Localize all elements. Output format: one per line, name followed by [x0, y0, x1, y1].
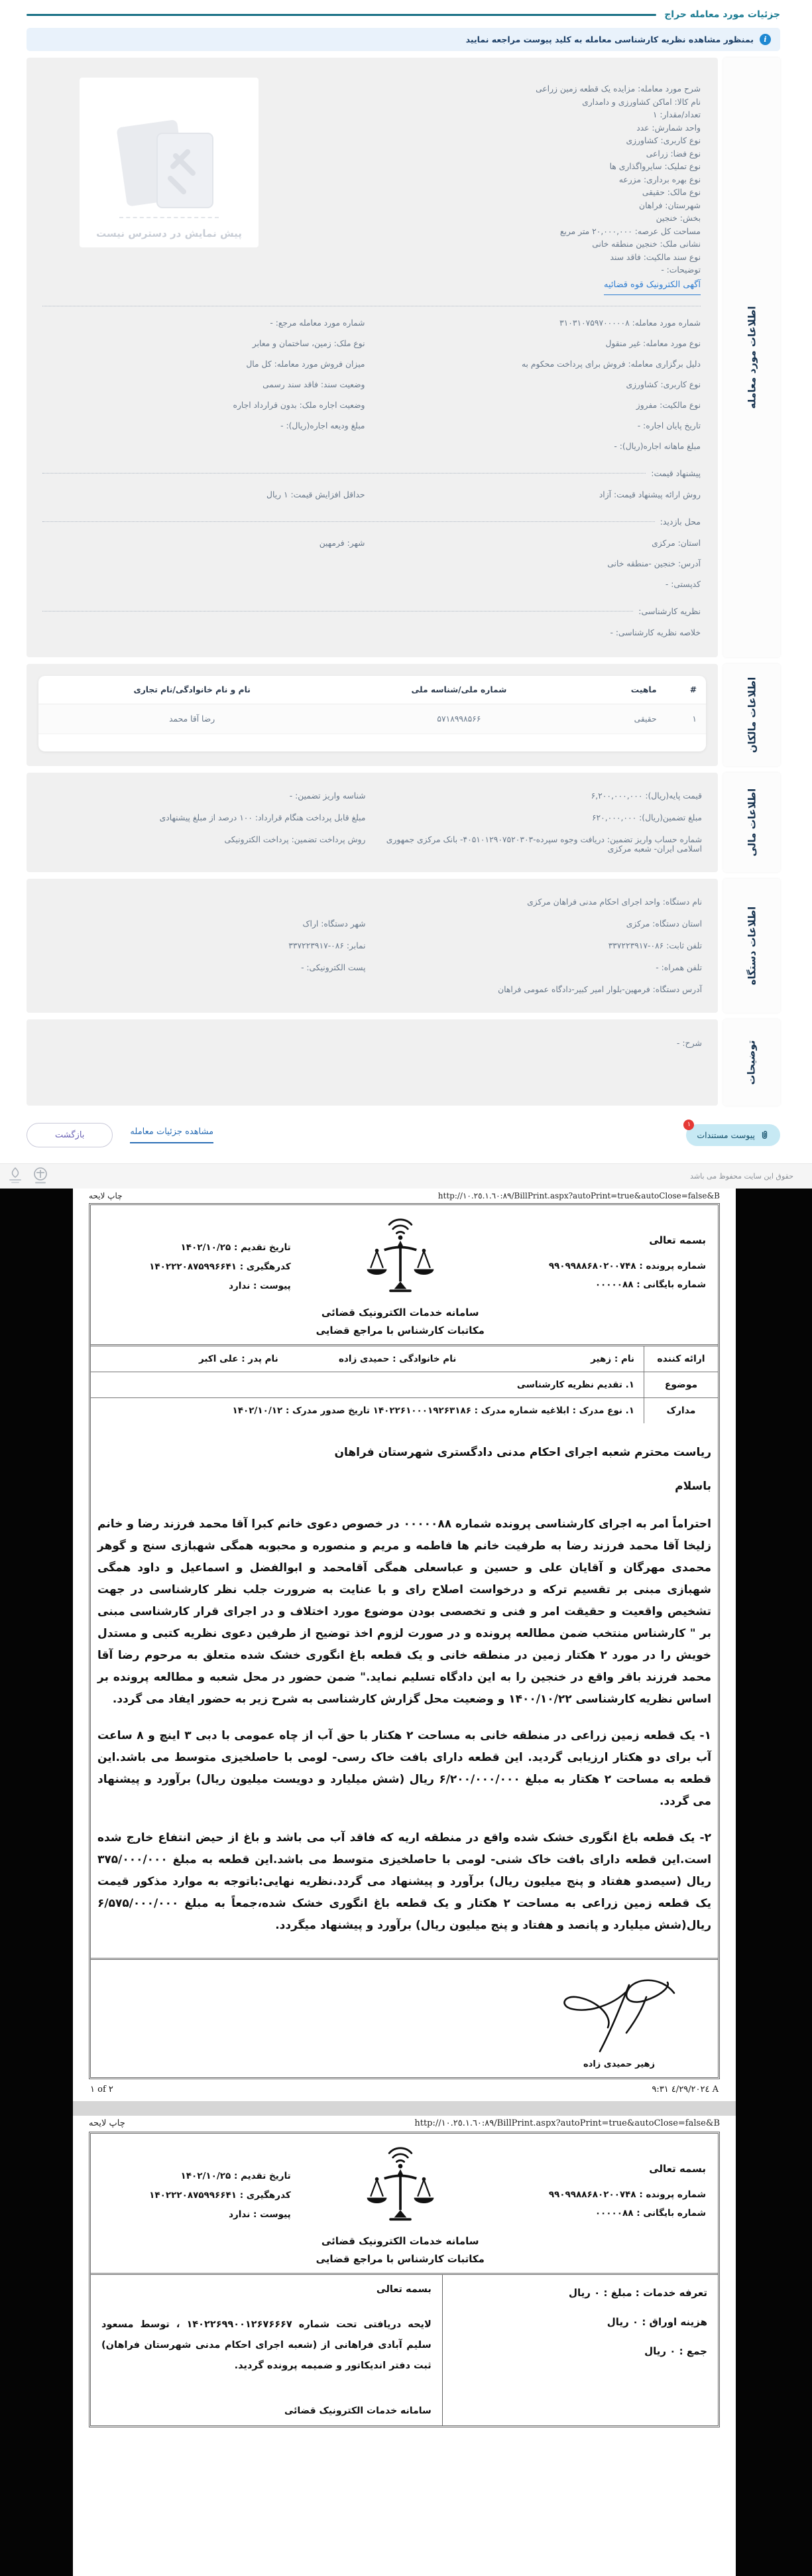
deal-field: نوع مالک: حقیقی: [642, 188, 701, 197]
device-fields-grid: [42, 897, 702, 994]
document-page-1: [73, 1189, 736, 2101]
tracking-code: کدرهگیری : ۱۴۰۲۲۲۰۸۷۵۹۹۶۶۴۱: [149, 2189, 291, 2201]
provider-last-name: نام خانوادگی : حمیدی زاده: [338, 1353, 457, 1364]
ad-field: وضعیت سند: فاقد سند رسمی: [262, 379, 365, 389]
owner-index: ۱: [666, 704, 706, 734]
print-url: http://١٠.٢٥.١.٦٠:٨٩/BillPrint.aspx?autoPrint=true&autoClose=false&B: [437, 1191, 720, 1200]
device-field: استان دستگاه: مرکزی: [626, 919, 702, 929]
placeholder-divider: [119, 217, 219, 218]
back-button[interactable]: بازگشت: [27, 1123, 113, 1147]
doc-header-2: [91, 2134, 718, 2273]
archive-number: شماره بایگانی : ۰۰۰۰۰۸۸: [595, 1279, 706, 1290]
deal-field: مساحت کل عرصه: ۲۰,۰۰۰,۰۰۰ متر مربع: [559, 226, 701, 236]
document-frame: [89, 1203, 720, 2079]
paperclip-icon: [760, 1130, 770, 1140]
print-timestamp: ٤/٢٩/٢٠٢٤ ٩:٣١ A: [652, 2084, 719, 2094]
paper-fee-line: هزینه اوراق : ۰ ریال: [607, 2315, 707, 2328]
print-title: چاپ لایحه: [89, 1191, 123, 1200]
owners-table: [38, 676, 706, 734]
financial-field: مبلغ تضمین(ریال): ۶۲۰,۰۰۰,۰۰۰: [591, 812, 702, 822]
financial-field: قیمت پایه(ریال): ۶,۲۰۰,۰۰۰,۰۰۰: [591, 791, 702, 801]
tab-deal-info-label: اطلاعات مورد معامله: [745, 306, 758, 409]
deal-field: نوع فضا: زراعی: [646, 149, 701, 159]
tab-deal-info[interactable]: [723, 58, 780, 657]
attach-documents-label: پیوست مستندات: [697, 1129, 755, 1140]
deal-field: نوع کاربری: کشاورزی: [626, 136, 701, 145]
section-device: [27, 879, 780, 1013]
tab-device-info-label: اطلاعات دستگاه: [746, 906, 758, 985]
owner-full-name: رضا آقا محمد: [38, 704, 345, 734]
deal-field: تعداد/مقدار: ۱: [652, 110, 701, 119]
visit-fields-grid: [42, 539, 701, 589]
price-field: حداقل افزایش قیمت: ۱ ریال: [266, 489, 365, 499]
deal-fields-list: [259, 78, 701, 277]
expert-fields-grid: [42, 628, 701, 637]
deal-field: نوع سند مالکیت: فاقد سند: [610, 252, 701, 262]
device-field: تلفن همراه: -: [656, 962, 702, 972]
price-section-heading: پیشنهاد قیمت:: [42, 468, 701, 478]
documents-label: مدارک: [644, 1398, 718, 1423]
signature-image: [550, 1970, 689, 2055]
section-owners: [27, 664, 780, 766]
letter-paragraph: احتراماً امر به اجرای کارشناسی پرونده شماره ۰۰۰۰۰۸۸ در خصوص دعوی خانم کبرا آقا محمد فرزند رضا و خانم زلیخا آقا محمد فرزند رضا به طرفیت خانم ها فاطمه و مریم و منصوره و محبوبه همگی شهبازی سنج و گوهر محمدی مهرگان و آقایان علی و حسین و عباسعلی همگی آقامحمد و ابوالفضل و اسماعیل و داود همگی شهبازی مبنی بر تقسیم ترکه و درخواست اصلاح رای و با عنایت به ضرورت جلب نظر کارشناسی در جهت تشخیص واقعیت و حقیقت امر و فنی و تخصصی بودن موضوع مورد اختلاف و در اجرای قرار کارشناسی مبنی بر " کارشناس منتخب ضمن مطالعه پرونده و در صورت لزوم اخذ توضیح از طرفین دعوی نظریه کتبی و مستدل خویش را در مورد ۲ هکتار زمین در منطقه خانی و یک قطعه باغ انگوری خشک شده متعلق به مرحوم رضا آقا محمد فرزند باقر واقع در خنجین را به این دادگاه تسلیم نماید." ضمن حضور در محل شعبه و مطالعه پرونده بر اساس نظریه کارشناسی ۱۴۰۰/۱۰/۲۲ و وضعیت محل گزارش کارشناسی به شرح زیر به حضور ایفاد می گردد.: [97, 1517, 712, 1706]
col-header-index: #: [666, 676, 706, 704]
deal-field: نام کالا: اماکن کشاورزی و دامداری: [582, 97, 701, 107]
document-page-2: [73, 2116, 736, 2576]
service-fee-line: تعرفه خدمات : مبلغ : ۰ ریال: [568, 2286, 707, 2299]
fee-table: [91, 2273, 718, 2425]
visit-address: آدرس: خنجین -منطقه خانی: [607, 558, 701, 568]
site-footer: [0, 1163, 812, 1189]
page-number: ۱ of ۲: [90, 2084, 113, 2094]
doc-row-subject: [91, 1372, 718, 1398]
doc-row-documents: [91, 1398, 718, 1423]
expert-opinion-heading: نظریه کارشناسی:: [42, 606, 701, 616]
attachment-status: پیوست : ندارد: [229, 1280, 291, 1291]
case-number: شماره پرونده : ۹۹۰۹۹۸۸۶۸۰۲۰۰۷۴۸: [548, 1260, 706, 1271]
ad-field: مبلغ ماهانه اجاره(ریال): -: [614, 441, 701, 451]
ad-field: وضعیت اجاره ملک: بدون قرارداد اجاره: [233, 400, 365, 410]
provider-first-name: نام : زهیر: [591, 1353, 634, 1364]
financial-fields-grid: [42, 791, 702, 854]
ad-field: نوع مالکیت: مفروز: [636, 400, 701, 410]
device-field: تلفن ثابت: ۰۸۶-۳۳۷۲۲۳۹۱۷: [608, 940, 702, 950]
page-header: [0, 0, 812, 51]
tab-notes[interactable]: [723, 1019, 780, 1106]
actions-row: [27, 1123, 780, 1147]
ad-field: شماره مورد معامله مرجع: -: [270, 318, 365, 328]
title-divider: [27, 14, 656, 16]
tab-financial-info-label: اطلاعات مالی: [746, 788, 758, 856]
doc-org-line1: سامانه خدمات الکترونیک قضائی: [284, 2405, 432, 2416]
financial-field: مبلغ قابل پرداخت هنگام قرارداد: ۱۰۰ درصد از مبلغ پیشنهادی: [159, 812, 366, 822]
archive-number: شماره بایگانی : ۰۰۰۰۰۸۸: [595, 2207, 706, 2219]
notes-description: شرح: -: [676, 1037, 702, 1048]
footer-logos: [5, 1166, 49, 1186]
scales-of-justice-logo: [363, 2143, 437, 2226]
tab-financial-info[interactable]: [723, 773, 780, 872]
ad-field: نوع کاربری: کشاورزی: [626, 379, 701, 389]
device-field: نمابر: ۰۸۶-۳۳۷۲۲۳۹۱۷: [288, 940, 366, 950]
ad-field: شماره مورد معامله: ۳۱۰۳۱۰۷۵۹۷۰۰۰۰۰۸: [559, 318, 701, 328]
tracking-code: کدرهگیری : ۱۴۰۲۲۲۰۸۷۵۹۹۶۶۴۱: [149, 1261, 291, 1272]
deal-field: نشانی ملک: خنجین منطقه خانی: [592, 239, 701, 249]
section-deal: [27, 58, 780, 657]
col-header-full-name: نام و نام خانوادگی/نام تجاری: [38, 676, 345, 704]
ad-field: تاریخ پایان اجاره: -: [637, 420, 701, 430]
owners-panel: [27, 664, 718, 766]
visit-field: شهر: فرمهین: [319, 538, 365, 548]
financial-field: روش پرداخت تضمین: پرداخت الکترونیکی: [224, 834, 366, 844]
owners-table-row: [38, 704, 706, 734]
page-gap: [73, 2101, 736, 2116]
doc-org-line1: سامانه خدمات الکترونیک قضائی: [321, 1306, 479, 1319]
besmele-text: بسمه تعالی: [649, 1234, 706, 1246]
print-footer-page1: [89, 2079, 720, 2094]
provider-label: ارائه کننده: [644, 1346, 718, 1372]
letter-addressee: ریاست محترم شعبه اجرای احکام مدنی دادگستری شهرستان فراهان: [334, 1445, 711, 1459]
col-header-national-id: شماره ملی/شناسه ملی: [345, 676, 572, 704]
ad-fields-grid: [42, 318, 701, 451]
doc-org-line1: سامانه خدمات الکترونیک قضائی: [321, 2234, 479, 2247]
device-name: نام دستگاه: واحد اجرای احکام مدنی فراهان مرکزی: [527, 897, 702, 907]
government-logo-icon: [5, 1166, 25, 1186]
visit-section-heading: محل بازدید:: [42, 517, 701, 527]
tab-device-info[interactable]: [723, 879, 780, 1013]
doc-org-line2: مکاتبات کارشناس با مراجع قضایی: [316, 2252, 485, 2265]
judiciary-emblem-icon: [32, 1166, 49, 1186]
title-row: [27, 9, 780, 20]
notes-panel: [27, 1019, 718, 1106]
info-banner: [27, 28, 780, 51]
registration-note-cell: [91, 2275, 442, 2425]
visit-postal-code: کدپستی: -: [665, 579, 701, 589]
subject-label: موضوع: [644, 1372, 718, 1397]
signer-name: زهیر حمیدی زاده: [583, 2059, 656, 2069]
deal-field: بخش: خنجین: [656, 214, 701, 223]
ad-field: دلیل برگزاری معامله: فروش برای پرداخت محکوم به: [521, 359, 701, 369]
print-url: http://١٠.٢٥.١.٦٠:٨٩/BillPrint.aspx?autoPrint=true&autoClose=false&B: [414, 2118, 720, 2128]
device-field: شهر دستگاه: اراک: [302, 919, 366, 929]
ad-field: مبلغ ودیعه اجاره(ریال): -: [280, 420, 365, 430]
print-header-page1: [89, 1191, 720, 1202]
attach-documents-button[interactable]: [686, 1121, 780, 1146]
ad-field: نوع ملک: زمین، ساختمان و معابر: [252, 338, 365, 348]
tab-notes-label: توضیحات: [746, 1039, 758, 1085]
section-notes: [27, 1019, 780, 1106]
price-fields-grid: [42, 490, 701, 499]
attachment-count-badge: ۱: [683, 1120, 694, 1130]
deal-field: شرح مورد معامله: مزایده یک قطعه زمین زراعی: [536, 84, 701, 94]
doc-info-table: [91, 1344, 718, 1423]
financial-panel: [27, 773, 718, 872]
owner-national-id: ۵۷۱۸۹۹۸۵۶۶: [345, 704, 572, 734]
deal-field: واحد شمارش: عدد: [636, 123, 701, 133]
expert-report-letter: [91, 1423, 718, 1958]
document-viewer[interactable]: [0, 1189, 812, 2576]
submit-date: تاریخ تقدیم : ۱۴۰۲/۱۰/۲۵: [180, 1242, 291, 1253]
owners-table-header-row: [38, 676, 706, 704]
doc-row-provider: [91, 1346, 718, 1372]
expert-summary: خلاصه نظریه کارشناسی: -: [610, 627, 701, 637]
scales-of-justice-logo: [363, 1214, 437, 1298]
photo-placeholder-icon: [109, 115, 229, 214]
total-fee-line: جمع : ۰ ریال: [644, 2345, 707, 2357]
doc-org-line2: مکاتبات کارشناس با مراجع قضایی: [316, 1324, 485, 1336]
print-header-page2: [89, 2118, 720, 2130]
judiciary-ad-link[interactable]: آگهی الکترونیک قوه قضائیه: [604, 280, 701, 295]
tab-owners-info[interactable]: [723, 664, 780, 766]
provider-father-name: نام پدر : علی اکبر: [199, 1353, 278, 1364]
view-deal-details-link[interactable]: مشاهده جزئیات معامله: [130, 1127, 213, 1143]
deal-info-panel: [27, 58, 718, 657]
deal-field: شهرستان: فراهان: [639, 200, 701, 210]
financial-field: شناسه واریز تضمین: -: [289, 791, 366, 801]
deal-field: توضیحات: -: [661, 265, 701, 275]
device-panel: [27, 879, 718, 1013]
letter-item-1: ۱- یک قطعه زمین زراعی در منطقه خانی به مساحت ۲ هکتار با حق آب از چاه عمومی با دبی ۳ اینچ و ۸ ساعت آب برای دو هکتار ارزیابی گردید. این قطعه دارای بافت خاک رسی- لومی با حاصلخیزی متوسط می باشد.این قطعه به مساحت ۲ هکتار به مبلغ ۶/۲۰۰/۰۰۰/۰۰۰ ریال (شش میلیارد و دویست میلیون ریال) برآورد و پیشنهاد می گردد.: [97, 1728, 711, 1808]
info-banner-text: بمنظور مشاهده نظریه کارشناسی معامله به کلید پیوست مراجعه نمایید: [465, 34, 754, 44]
info-icon: i: [760, 34, 771, 45]
owners-table-card: [38, 676, 706, 751]
image-preview-placeholder: [80, 78, 259, 247]
registration-note-text: لایحه دریافتی تحت شماره ۱۴۰۲۲۶۹۹۰۰۱۲۶۷۶۶۶۷ ، توسط مسعود سلیم آبادی فراهانی از (شعبه اجرای احکام مدنی شهرستان فراهان) ثبت دفتر اندیکاتور و ضمیمه پرونده گردید.: [101, 2319, 432, 2371]
besmele-text: بسمه تعالی: [649, 2162, 706, 2175]
tab-owners-info-label: اطلاعات مالکان: [745, 676, 758, 753]
page-title: جزئیات مورد معامله حراج: [664, 9, 780, 20]
copyright-text: حقوق این سایت محفوظ می باشد: [690, 1171, 793, 1181]
letter-greeting: باسلام: [675, 1479, 711, 1493]
device-field: پست الکترونیکی: -: [301, 962, 366, 972]
service-fees-cell: [442, 2275, 718, 2425]
letter-item-2: ۲- یک قطعه باغ انگوری خشک شده واقع در منطقه اریه که فاقد آب می باشد و باغ از حیض انتفاع خارج شده است.این قطعه دارای بافت خاک شنی- لومی با حاصلخیزی متوسط می باشد.این قطعه به مبلغ ۳۷۵/۰۰۰/۰۰۰ ریال (سیصدو هفتاد و پنج میلیون ریال) برآورد و پیشنهاد می گردد.نظریه نهایی:باتوجه به موارد مذکور قیمت یک قطعه زمین زراعی به مساحت ۲ هکتار و یک قطعه باغ انگوری خشک شده،جمعاً به مبلغ ۶/۵۷۵/۰۰۰/۰۰۰ ریال(شش میلیارد و پانصد و هفتاد و پنج میلیون ریال) برآورد و پیشنهاد میگردد.: [97, 1831, 712, 1932]
documents-value: ۱. نوع مدرک : ابلاغیه شماره مدرک : ۱۴۰۲۲۶۱۰۰۰۱۹۲۶۳۱۸۶ تاریخ صدور مدرک : ۱۴۰۲/۱۰/۱۲: [232, 1405, 634, 1416]
print-title: چاپ لایحه: [89, 2118, 125, 2128]
owner-entity-type: حقیقی: [573, 704, 666, 734]
signature-box: [91, 1958, 718, 2077]
ad-field: نوع مورد معامله: غیر منقول: [605, 338, 701, 348]
preview-unavailable-text: پیش نمایش در دسترس نیست: [96, 227, 242, 239]
price-field: روش ارائه پیشنهاد قیمت: آزاد: [599, 489, 701, 499]
device-address: آدرس دستگاه: فرمهین-بلوار امیر کبیر-دادگاه عمومی فراهان: [498, 984, 702, 994]
attachment-status: پیوست : ندارد: [229, 2209, 291, 2220]
besmele-text: بسمه تعالی: [376, 2284, 432, 2295]
case-number: شماره پرونده : ۹۹۰۹۹۸۸۶۸۰۲۰۰۷۴۸: [548, 2189, 706, 2200]
submit-date: تاریخ تقدیم : ۱۴۰۲/۱۰/۲۵: [180, 2170, 291, 2181]
deal-field: نوع بهره برداری: مزرعه: [618, 174, 701, 184]
document-frame-2: [89, 2132, 720, 2427]
section-financial: [27, 773, 780, 872]
doc-header: [91, 1205, 718, 1344]
subject-value: ۱. تقدیم نظریه کارشناسی: [516, 1379, 634, 1390]
financial-field: شماره حساب واریز تضمین: دریافت وجوه سپرده-۴۰۵۱۰۱۲۹۰۷۵۲۰۳۰۳- بانک مرکزی جمهوری اسلامی ایران- شعبه مرکزی: [386, 834, 702, 854]
visit-field: استان: مرکزی: [652, 538, 701, 548]
viewer-right-bar: [736, 1189, 812, 2576]
col-header-entity-type: ماهیت: [573, 676, 666, 704]
viewer-left-bar: [0, 1189, 73, 2576]
ad-field: میزان فروش مورد معامله: کل مال: [246, 359, 365, 369]
deal-field: نوع تملیک: سایرواگذاری ها: [609, 162, 701, 171]
